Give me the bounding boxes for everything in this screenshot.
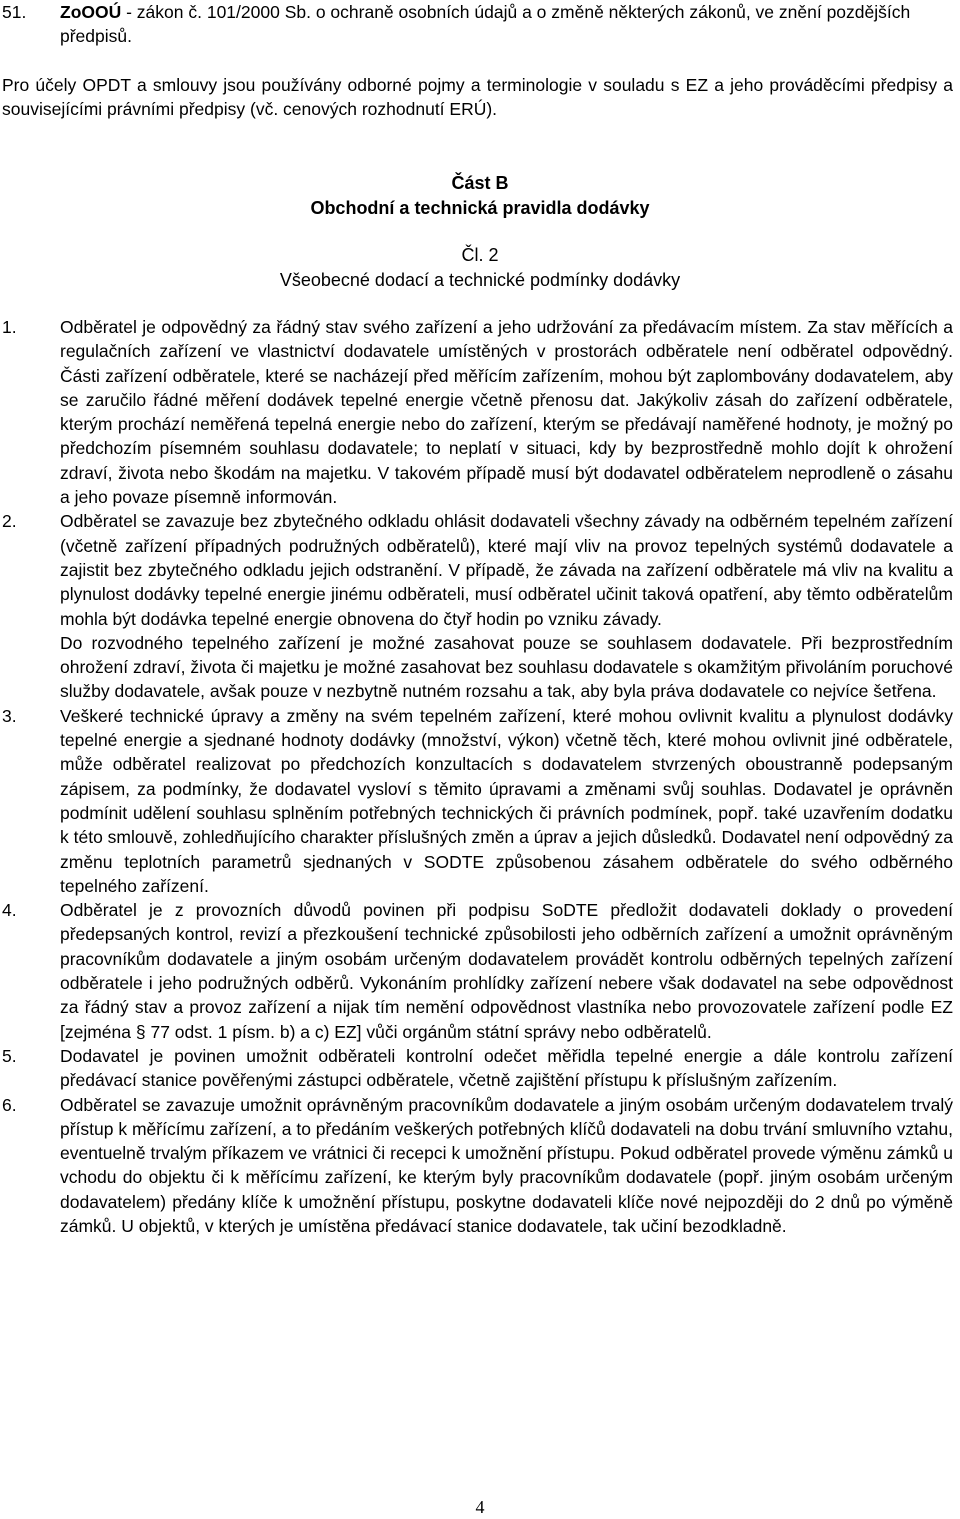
definition-text <box>60 0 953 49</box>
page-number: 4 <box>475 1497 485 1517</box>
item-content <box>60 898 953 1044</box>
item-content <box>60 1093 953 1239</box>
item-paragraph: Veškeré technické úpravy a změny na svém tepelném zařízení, které mohou ovlivnit kvalitu a plynulost dodávky tepelné energie a sjednané hodnoty dodávky (množství, výkon) včetně těch, které mohou ovlivnit jiné odběratele, může odběratel realizovat po předchozích konzultacích s dodavatelem stvrzených oboustranně podepsaným zápisem, za podmínky, že dodavatel vysloví s těmito úpravami a změnami svůj souhlas. Dodavatel je oprávněn podmínit udělení souhlasu splněním potřebných technických či právních podmínek, popř. také uzavřením dodatku k této smlouvě, zohledňujícího charakter příslušných změn a úprav a jejich důsledků. Dodavatel není odpovědný za změnu teplotních parametrů sjednaných v SODTE způsobenou zásahem odběratele do svého odběrného tepelného zařízení. <box>60 705 954 896</box>
item-paragraph: Odběratel je odpovědný za řádný stav svého zařízení a jeho udržování za předávacím místem. Za stav měřících a regulačních zařízení ve vlastnictví dodavatele umístěných v prostorách odběratele není odběratel odpovědný. Části zařízení odběratele, které se nacházejí před měřícím zařízením, mohou být zaplombovány dodavatelem, aby se zaručilo řádné měření dodávek tepelné energie včetně přenosu dat. Jakýkoliv zásah do zařízení odběratele, kterým prochází neměřená tepelná energie nebo do zařízení, kterým se předávají naměřené hodnoty, je možný po předchozím písemném souhlasu dodavatele; to neplatí v situaci, kdy by bezprostředně mohlo dojít k ohrožení zdraví, života nebo škodám na majetku. V takovém případě musí být dodavatel odběratelem neprodleně o zásahu a jeho povaze písemně informován. <box>60 317 953 508</box>
item-number: 2. <box>2 511 17 532</box>
list-item <box>0 1044 960 1093</box>
item-number: 4. <box>2 900 17 921</box>
article-number: Čl. 2 <box>461 245 499 265</box>
item-content <box>60 1044 953 1093</box>
item-number: 1. <box>2 317 17 337</box>
definition-term: ZoOOÚ <box>60 2 122 22</box>
item-number: 3. <box>2 705 17 726</box>
item-paragraph: Dodavatel je povinen umožnit odběrateli kontrolní odečet měřidla tepelné energie a dále kontrolu zařízení předávací stanice pověřenými zástupci odběratele, včetně zajištění přístupu k příslušným zařízením. <box>60 1045 953 1091</box>
list-item <box>0 509 960 703</box>
article-title: Všeobecné dodací a technické podmínky dodávky <box>279 270 681 290</box>
part-title: Část B <box>451 173 509 193</box>
definition-number: 51. <box>2 2 27 22</box>
item-number: 6. <box>2 1094 17 1115</box>
article-items <box>0 315 960 1238</box>
part-heading <box>0 171 960 221</box>
item-content <box>60 509 953 703</box>
item-paragraph: Do rozvodného tepelného zařízení je možné zasahovat pouze se souhlasem dodavatele. Při bezprostředním ohrožení zdraví, života či majetku je možné zasahovat bez souhlasu dodavatele s okamžitým přivoláním poruchové služby dodavatele, avšak pouze v nezbytně nutném rozsahu a tak, aby byla práva dodavatele co nejvíce šetřena. <box>60 632 953 702</box>
item-paragraph: Odběratel se zavazuje bez zbytečného odkladu ohlásit dodavateli všechny závady na odběrném tepelném zařízení (včetně zařízení případných podružných odběratelů), které mají vliv na provoz tepelných systémů dodavatele a zajistit bez zbytečného odkladu jejich odstranění. V případě, že závada na zařízení odběratele má vliv na kvalitu a plynulost dodávky tepelné energie jinému odběrateli, musí odběratel učinit taková opatření, aby těmto odběratelům mohla být dodávka tepelné energie obnovena do čtyř hodin po vzniku závady. <box>60 511 953 629</box>
definition-item-51 <box>0 0 953 49</box>
list-item <box>0 704 960 898</box>
list-item <box>0 315 960 509</box>
part-subtitle: Obchodní a technická pravidla dodávky <box>310 198 650 218</box>
list-item <box>0 1093 960 1239</box>
intro-paragraph: Pro účely OPDT a smlouvy jsou používány odborné pojmy a terminologie v souladu s EZ a jeho prováděcími předpisy a souvisejícími právními předpisy (vč. cenových rozhodnutí ERÚ). <box>2 75 953 120</box>
item-paragraph: Odběratel se zavazuje umožnit oprávněným pracovníkům dodavatele a jiným osobám určeným dodavatelem trvalý přístup k měřícímu zařízení, a to předáním veškerých potřebných klíčů dodavateli na dobu trvání smluvního vztahu, eventuelně trvalým příkazem ve vrátnici či recepci k umožnění přístupu. Pokud odběratel provede výměnu zámků u vchodu do objektu či k měřícímu zařízení, ke kterým byly pracovníkům dodavatele (popř. jiným osobám určeným dodavatelem) předány klíče k umožnění přístupu, poskytne dodavateli klíče nové nejpozději do 2 dnů po výměně zámků. U objektů, v kterých je umístěna předávací stanice dodavatele, tak učiní bezodkladně. <box>60 1094 953 1236</box>
article-heading <box>0 243 960 293</box>
list-item <box>0 898 960 1044</box>
item-content <box>60 315 953 509</box>
definition-description: - zákon č. 101/2000 Sb. o ochraně osobních údajů a o změně některých zákonů, ve znění pozdějších předpisů. <box>60 2 911 47</box>
item-content <box>60 704 953 898</box>
item-number: 5. <box>2 1045 17 1066</box>
item-paragraph: Odběratel je z provozních důvodů povinen při podpisu SoDTE předložit dodavateli doklady o provedení předepsaných kontrol, revizí a přezkoušení technické způsobilosti jeho odběrních zařízení a umožnit oprávněným pracovníkům dodavatele a jiným osobám určeným dodavatelem provádět kontrolu odběrných tepelných zařízení odběratele i jeho podružných odběrů. Vykonáním prohlídky zařízení nebere však dodavatel na sebe odpovědnost za řádný stav a provoz zařízení a nijak tím nemění odpovědnost vlastníka nebo provozovatele zařízení podle EZ [zejména § 77 odst. 1 písm. b) a c) EZ] vůči orgánům státní správy nebo odběratelů. <box>60 900 953 1042</box>
